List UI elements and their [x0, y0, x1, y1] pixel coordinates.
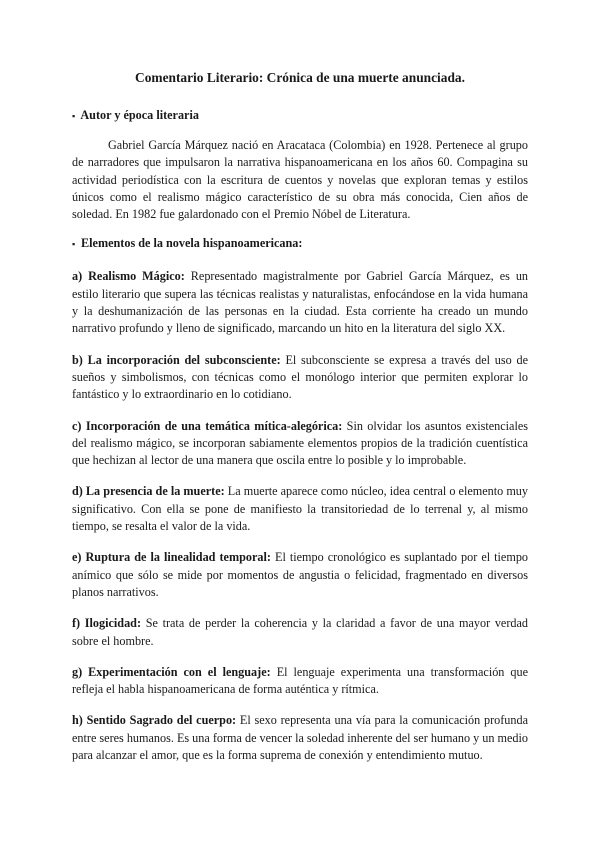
item-text: Se trata de perder la coherencia y la claridad a favor de una mayor verdad sobre el hombre.: [72, 616, 528, 648]
list-item: [72, 268, 528, 337]
section-heading-author-text: Autor y época literaria: [80, 108, 199, 122]
document-title: Comentario Literario: Crónica de una muerte anunciada.: [135, 70, 465, 85]
item-text: Sin olvidar los asuntos existenciales del realismo mágico, se incorporan sabiamente elementos propios de la tradición cuentística que hechizan al lector de una manera que oscila entre lo posible y lo improbable.: [72, 418, 528, 468]
item-text: El tiempo cronológico es suplantado por el tiempo anímico que sólo se mide por momentos de angustia o felicidad, fragmentado en diversos planos narrativos.: [72, 550, 529, 599]
item-text: Representado magistralmente por Gabriel García Márquez, es un estilo literario que supera las técnicas realistas y naturalistas, enfocándose en la vida humana y la deshumanización de las personas en la ciudad. Esta corriente ha creado un mundo narrativo profundo y lleno de significado, marcando un hito en la literatura del siglo XX.: [72, 269, 529, 336]
item-text: El sexo representa una vía para la comunicación profunda entre seres humanos. Es una forma de vencer la soledad inherente del ser humano y un medio para alcanzar el amor, que es la forma suprema de conexión y entendimiento mutuo.: [72, 713, 528, 763]
list-item: [72, 418, 528, 470]
item-label: f) Ilogicidad:: [72, 616, 142, 631]
list-item: [72, 615, 528, 650]
list-item: [72, 483, 528, 535]
list-item: [72, 352, 528, 404]
item-label: c) Incorporación de una temática mítica-alegórica:: [72, 418, 343, 433]
author-paragraph: Gabriel García Márquez nació en Aracataca (Colombia) en 1928. Pertenece al grupo de narradores que impulsaron la narrativa hispanoamericana en los años 60. Compagina su actividad periodística con la escritura de cuentos y novelas que exploran temas y estilos únicos como el realismo mágico característico de su obra más conocida, Cien años de soledad. En 1982 fue galardonado con el Premio Nóbel de Literatura.: [72, 138, 528, 222]
item-label: b) La incorporación del subconsciente:: [72, 352, 281, 367]
item-text: El subconsciente se expresa a través del uso de sueños y simbolismos, con técnicas como el monólogo interior que permiten explorar lo fantástico y lo extraordinario en lo cotidiano.: [72, 352, 529, 402]
item-label: a) Realismo Mágico:: [72, 269, 185, 284]
item-label: h) Sentido Sagrado del cuerpo:: [72, 713, 237, 728]
section-heading-author: [72, 107, 528, 125]
elements-list: [72, 268, 528, 764]
bullet-icon: ▪: [72, 239, 76, 250]
section-heading-elements-text: Elementos de la novela hispanoamericana:: [81, 236, 303, 251]
list-item: [72, 664, 528, 699]
list-item: [72, 549, 528, 601]
item-label: e) Ruptura de la linealidad temporal:: [72, 550, 271, 565]
item-text: El lenguaje experimenta una transformación que refleja el habla hispanoamericana de forma auténtica y rítmica.: [72, 664, 529, 697]
list-item: [72, 712, 528, 764]
item-label: d) La presencia de la muerte:: [72, 484, 225, 499]
section-heading-elements: [72, 235, 528, 253]
bullet-icon: ▪: [72, 111, 76, 121]
item-label: g) Experimentación con el lenguaje:: [72, 664, 271, 679]
item-text: La muerte aparece como núcleo, idea central o elemento muy significativo. Con ella se pone de manifiesto la transitoriedad de lo terrenal y, al mismo tiempo, se resalta el valor de la vida.: [72, 484, 528, 534]
